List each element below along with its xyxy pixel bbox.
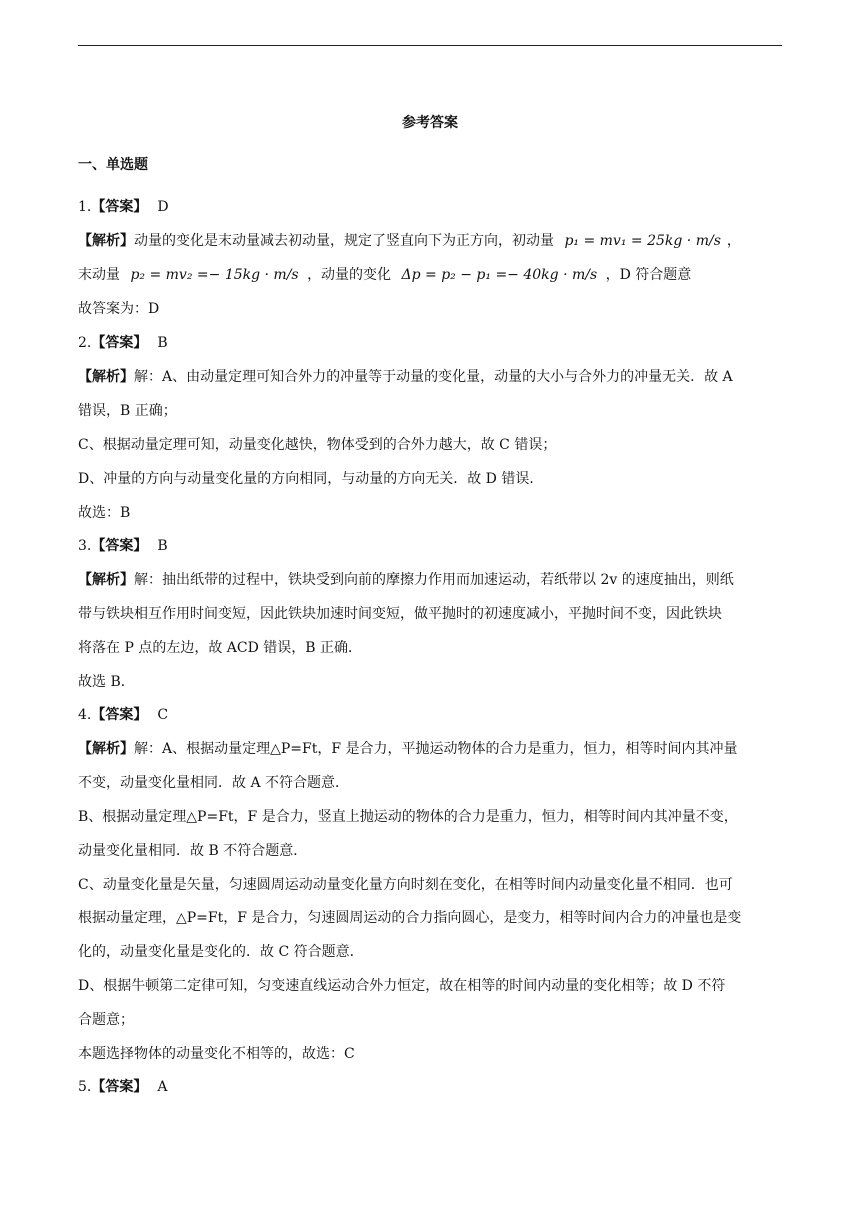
q2-line-4: D、冲量的方向与动量变化量的方向相同，与动量的方向无关．故 D 错误． (78, 471, 544, 487)
answer-label: 【答案】 (91, 538, 148, 554)
q1-answer-line (78, 198, 169, 216)
answer-label: 【答案】 (91, 199, 148, 215)
answer-label: 【答案】 (91, 335, 148, 351)
q1-text-1: 动量的变化是末动量减去初动量，规定了竖直向下为正方向，初动量 (134, 233, 554, 249)
q1-analysis-line-2 (78, 266, 691, 284)
q4-line-8: D、根据牛顿第二定律可知，匀变速直线运动合外力恒定，故在相等的时间内动量的变化相等；故 D 不符 (78, 978, 726, 994)
q1-conclusion: 故答案为：D (78, 301, 160, 317)
q4-analysis-line-1 (78, 740, 738, 758)
q2-line-3: C、根据动量定理可知，动量变化越快，物体受到的合外力越大，故 C 错误； (78, 437, 557, 453)
q3-line-3: 将落在 P 点的左边，故 ACD 错误，B 正确． (78, 640, 363, 656)
q2-number: 2. (78, 335, 92, 351)
section-heading: 一、单选题 (78, 157, 148, 173)
q4-number: 4. (78, 707, 92, 723)
q4-line-7: 化的，动量变化量是变化的．故 C 符合题意． (78, 944, 364, 960)
q4-line-9: 合题意； (78, 1012, 134, 1028)
q1-text-4: ，D 符合题意 (605, 267, 692, 283)
q4-line-1: 解：A、根据动量定理△P=Ft，F 是合力，平抛运动物体的合力是重力，恒力，相等时间内其冲量 (134, 741, 738, 757)
header-rule (78, 45, 782, 46)
q1-text-3: ，动量的变化 (307, 267, 392, 283)
q1-number: 1. (78, 199, 92, 215)
q4-answer: C (157, 707, 169, 723)
q1-p2-formula: p₂ = mv₂ =− 15kg · m/s (130, 267, 299, 283)
answer-label: 【答案】 (91, 1079, 148, 1095)
q3-conclusion: 故选 B． (78, 674, 135, 690)
q1-text-2: 末动量 (78, 267, 120, 283)
q3-line-1: 解：抽出纸带的过程中，铁块受到向前的摩擦力作用而加速运动，若纸带以 2v 的速度抽出，则纸 (134, 572, 734, 588)
q1-analysis-line-1: 【解析】动量的变化是末动量减去初动量，规定了竖直向下为正方向，初动量 p₁ = mv₁ = 25kg · m/s ， (78, 233, 741, 249)
q5-answer-line (78, 1078, 167, 1096)
q4-answer-line (78, 706, 168, 724)
answer-label: 【答案】 (91, 707, 148, 723)
q2-answer: B (157, 335, 168, 351)
q1-p1-formula: p₁ = mv₁ = 25kg · m/s (564, 233, 721, 249)
q2-analysis-line-1 (78, 368, 733, 386)
q4-line-2: 不变，动量变化量相同．故 A 不符合题意． (78, 775, 350, 791)
q1-dp-formula: Δp = p₂ − p₁ =− 40kg · m/s (401, 267, 598, 283)
analysis-label: 【解析】 (78, 369, 134, 385)
q3-analysis-line-1 (78, 571, 734, 589)
q2-line-2: 错误，B 正确； (78, 403, 177, 419)
analysis-label: 【解析】 (78, 572, 134, 588)
q1-answer: D (157, 199, 169, 215)
analysis-label: 【解析】 (78, 233, 134, 249)
q2-answer-line (78, 334, 168, 352)
analysis-label: 【解析】 (78, 741, 134, 757)
q2-conclusion: 故选：B (78, 505, 131, 521)
q4-line-4: 动量变化量相同．故 B 不符合题意． (78, 843, 308, 859)
page-title: 参考答案 (402, 115, 458, 131)
q3-number: 3. (78, 538, 92, 554)
q4-conclusion: 本题选择物体的动量变化不相等的，故选：C (78, 1046, 355, 1062)
q5-answer: A (157, 1079, 168, 1095)
q3-answer: B (157, 538, 168, 554)
q4-line-6: 根据动量定理，△P=Ft，F 是合力，匀速圆周运动的合力指向圆心，是变力，相等时间内合力的冲量也是变 (78, 910, 742, 926)
q3-answer-line (78, 537, 168, 555)
q2-line-1: 解：A、由动量定理可知合外力的冲量等于动量的变化量，动量的大小与合外力的冲量无关．故 A (134, 369, 733, 385)
q5-number: 5. (78, 1079, 92, 1095)
q3-line-2: 带与铁块相互作用时间变短，因此铁块加速时间变短，做平抛时的初速度减小，平抛时间不变，因此铁块 (78, 606, 722, 622)
q4-line-5: C、动量变化量是矢量，匀速圆周运动动量变化量方向时刻在变化，在相等时间内动量变化量不相同．也可 (78, 877, 733, 893)
q4-line-3: B、根据动量定理△P=Ft，F 是合力，竖直上抛运动的物体的合力是重力，恒力，相等时间内其冲量不变， (78, 809, 738, 825)
